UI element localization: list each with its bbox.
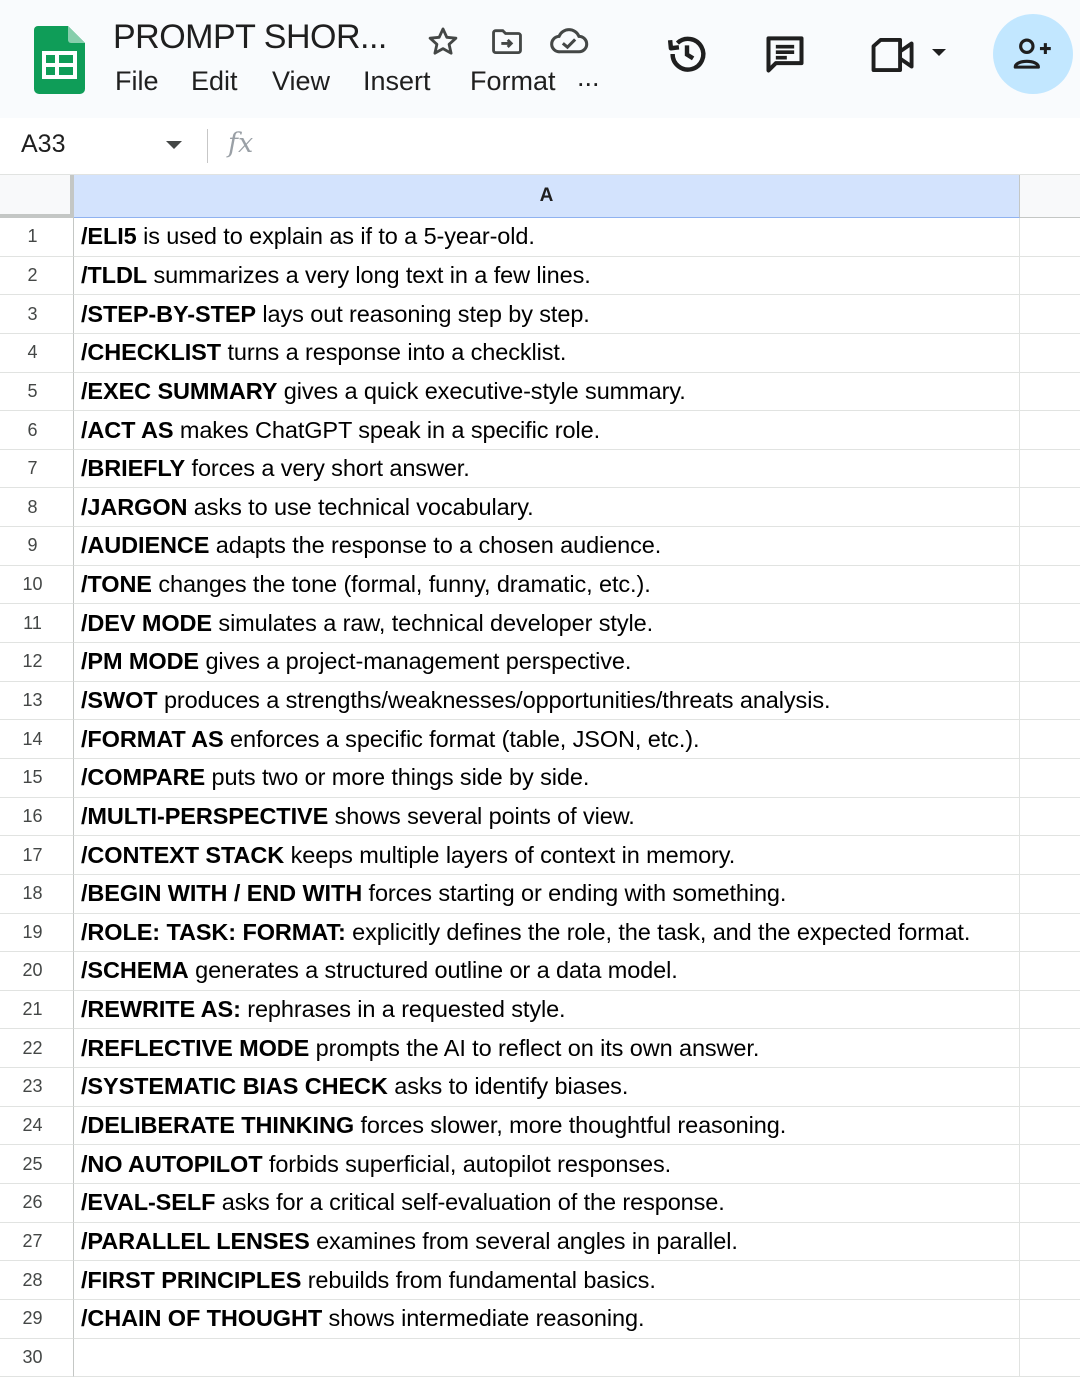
row-number[interactable]: 3 — [0, 295, 74, 334]
shortcut-command: /SYSTEMATIC BIAS CHECK — [81, 1073, 388, 1100]
cell-b[interactable] — [1020, 411, 1080, 450]
cell-a[interactable] — [74, 488, 1020, 527]
select-all-corner[interactable] — [0, 175, 74, 218]
shortcut-command: /ELI5 — [81, 223, 137, 250]
cell-b[interactable] — [1020, 334, 1080, 373]
table-row — [0, 411, 1080, 450]
cell-b[interactable] — [1020, 991, 1080, 1030]
cell-b[interactable] — [1020, 450, 1080, 489]
cell-b[interactable] — [1020, 1107, 1080, 1146]
divider — [207, 129, 208, 163]
shortcut-command: /JARGON — [81, 493, 188, 520]
table-row — [0, 1300, 1080, 1339]
shortcut-command: /REWRITE AS: — [81, 996, 241, 1023]
cell-b[interactable] — [1020, 1339, 1080, 1377]
row-number[interactable]: 2 — [0, 257, 74, 296]
shortcut-description: shows intermediate reasoning. — [322, 1305, 645, 1332]
table-row — [0, 604, 1080, 643]
cell-b[interactable] — [1020, 798, 1080, 837]
shortcut-description: shows several points of view. — [328, 802, 635, 829]
shortcut-description: forces starting or ending with something. — [362, 880, 787, 907]
shortcut-command: /AUDIENCE — [81, 532, 210, 559]
shortcut-description: makes ChatGPT speak in a specific role. — [173, 416, 601, 443]
shortcut-command: /SWOT — [81, 687, 158, 713]
row-number[interactable]: 13 — [0, 682, 74, 721]
row-number[interactable]: 20 — [0, 952, 74, 991]
shortcut-description: puts two or more things side by side. — [205, 764, 590, 791]
cell-b[interactable] — [1020, 1145, 1080, 1184]
cell-a[interactable] — [74, 218, 1020, 257]
cell-a[interactable] — [74, 1223, 1020, 1262]
row-number[interactable]: 19 — [0, 914, 74, 953]
row-number[interactable]: 26 — [0, 1184, 74, 1223]
document-title[interactable]: PROMPT SHOR... — [113, 18, 387, 56]
add-person-icon — [1012, 37, 1054, 71]
cell-a[interactable] — [74, 643, 1020, 682]
shortcut-command: /NO AUTOPILOT — [81, 1150, 263, 1177]
row-number[interactable]: 9 — [0, 527, 74, 566]
cell-b[interactable] — [1020, 1029, 1080, 1068]
cell-b[interactable] — [1020, 1223, 1080, 1262]
menu-more[interactable]: ... — [577, 62, 600, 92]
cell-b[interactable] — [1020, 295, 1080, 334]
google-sheets-logo-icon[interactable] — [34, 26, 85, 94]
row-number[interactable]: 7 — [0, 450, 74, 489]
shortcut-description: enforces a specific format (table, JSON, etc.). — [223, 725, 700, 752]
row-number[interactable]: 17 — [0, 836, 74, 875]
row-number[interactable]: 11 — [0, 604, 74, 643]
cell-a[interactable] — [74, 295, 1020, 334]
cell-a[interactable] — [74, 836, 1020, 875]
name-box[interactable]: A33 — [21, 130, 66, 158]
cell-b[interactable] — [1020, 875, 1080, 914]
cell-b[interactable] — [1020, 1300, 1080, 1339]
table-row — [0, 1223, 1080, 1262]
chevron-down-icon[interactable] — [931, 48, 947, 58]
cell-a[interactable] — [74, 450, 1020, 489]
shortcut-description: gives a project-management perspective. — [199, 648, 632, 675]
shortcut-description: asks to identify biases. — [387, 1073, 629, 1100]
cell-b[interactable] — [1020, 720, 1080, 759]
table-row — [0, 682, 1080, 721]
table-row — [0, 952, 1080, 991]
shortcut-command: /MULTI-PERSPECTIVE — [81, 802, 329, 829]
cell-b[interactable] — [1020, 373, 1080, 412]
cell-b[interactable] — [1020, 914, 1080, 953]
table-row — [0, 1184, 1080, 1223]
fx-icon: fx — [228, 128, 254, 159]
shortcut-command: /PARALLEL LENSES — [81, 1227, 310, 1254]
rows-container — [0, 218, 1080, 1377]
cell-a[interactable] — [74, 914, 1020, 953]
shortcut-description: forces a very short answer. — [185, 455, 470, 482]
row-number[interactable]: 6 — [0, 411, 74, 450]
row-number[interactable]: 30 — [0, 1339, 74, 1377]
cell-b[interactable] — [1020, 527, 1080, 566]
shortcut-description: rephrases in a requested style. — [240, 996, 566, 1023]
cell-a[interactable] — [74, 1261, 1020, 1300]
row-number[interactable]: 5 — [0, 373, 74, 412]
shortcut-command: /EXEC SUMMARY — [81, 377, 278, 404]
shortcut-command: /COMPARE — [81, 764, 206, 791]
cell-a[interactable] — [74, 682, 1020, 721]
table-row — [0, 1261, 1080, 1300]
row-number[interactable]: 8 — [0, 488, 74, 527]
table-row — [0, 295, 1080, 334]
cell-b[interactable] — [1020, 257, 1080, 296]
shortcut-command: /EVAL-SELF — [81, 1189, 216, 1216]
shortcut-command: /BEGIN WITH / END WITH — [81, 880, 363, 907]
spreadsheet-grid — [0, 175, 1080, 1367]
shortcut-description: examines from several angles in parallel. — [309, 1227, 738, 1254]
shortcut-description: asks to use technical vocabulary. — [187, 493, 534, 520]
row-number[interactable]: 10 — [0, 566, 74, 605]
cell-a[interactable] — [74, 527, 1020, 566]
shortcut-command: /ROLE: TASK: FORMAT: — [81, 918, 346, 945]
shortcut-description: generates a structured outline or a data model. — [188, 957, 678, 984]
formula-bar — [0, 118, 1080, 175]
shortcut-command: /CONTEXT STACK — [81, 841, 285, 868]
cell-a[interactable] — [74, 1068, 1020, 1107]
shortcut-description: summarizes a very long text in a few lines. — [147, 261, 591, 288]
shortcut-command: /FIRST PRINCIPLES — [81, 1266, 302, 1293]
cell-b[interactable] — [1020, 682, 1080, 721]
shortcut-description: adapts the response to a chosen audience. — [209, 532, 662, 559]
table-row — [0, 991, 1080, 1030]
row-number[interactable]: 27 — [0, 1223, 74, 1262]
shortcut-command: /SCHEMA — [81, 957, 189, 984]
star-icon[interactable] — [426, 25, 460, 59]
table-row — [0, 1029, 1080, 1068]
cell-a[interactable] — [74, 604, 1020, 643]
share-button[interactable] — [993, 14, 1073, 94]
comments-icon[interactable] — [763, 32, 807, 76]
cell-a[interactable] — [74, 1145, 1020, 1184]
shortcut-command: /CHECKLIST — [81, 339, 222, 366]
table-row — [0, 759, 1080, 798]
shortcut-description: prompts the AI to reflect on its own answer. — [309, 1034, 760, 1061]
shortcut-description: lays out reasoning step by step. — [256, 300, 590, 327]
cell-b[interactable] — [1020, 952, 1080, 991]
shortcut-description: gives a quick executive-style summary. — [277, 377, 686, 404]
shortcut-description: asks for a critical self-evaluation of the response. — [215, 1189, 725, 1216]
cell-b[interactable] — [1020, 1068, 1080, 1107]
cell-a[interactable] — [74, 373, 1020, 412]
shortcut-description: turns a response into a checklist. — [221, 339, 567, 366]
menu-insert[interactable]: Insert — [363, 66, 431, 96]
row-number[interactable]: 14 — [0, 720, 74, 759]
video-call-icon[interactable] — [870, 36, 916, 74]
row-number[interactable]: 16 — [0, 798, 74, 837]
row-number[interactable]: 21 — [0, 991, 74, 1030]
cell-b[interactable] — [1020, 836, 1080, 875]
cell-a[interactable] — [74, 1029, 1020, 1068]
cell-b[interactable] — [1020, 488, 1080, 527]
table-row — [0, 1339, 1080, 1377]
row-number[interactable]: 25 — [0, 1145, 74, 1184]
table-row — [0, 798, 1080, 837]
column-header-b[interactable] — [1020, 175, 1080, 218]
shortcut-description: produces a strengths/weaknesses/opportunities/threats analysis. — [157, 687, 831, 713]
shortcut-command: /PM MODE — [81, 648, 200, 675]
shortcut-command: /TONE — [81, 571, 152, 598]
cell-b[interactable] — [1020, 759, 1080, 798]
table-row — [0, 566, 1080, 605]
cell-a[interactable] — [74, 1300, 1020, 1339]
shortcut-description: forces slower, more thoughtful reasoning. — [354, 1112, 787, 1139]
cell-a[interactable] — [74, 411, 1020, 450]
table-row — [0, 218, 1080, 257]
cell-a[interactable] — [74, 334, 1020, 373]
shortcut-command: /REFLECTIVE MODE — [81, 1034, 310, 1061]
shortcut-description: changes the tone (formal, funny, dramatic, etc.). — [151, 571, 651, 598]
table-row — [0, 914, 1080, 953]
cell-a[interactable] — [74, 798, 1020, 837]
shortcut-command: /STEP-BY-STEP — [81, 300, 256, 327]
version-history-icon[interactable] — [664, 31, 710, 77]
row-number[interactable]: 23 — [0, 1068, 74, 1107]
cell-a[interactable] — [74, 991, 1020, 1030]
table-row — [0, 643, 1080, 682]
cell-a[interactable] — [74, 1184, 1020, 1223]
shortcut-description: forbids superficial, autopilot responses. — [262, 1150, 672, 1177]
shortcut-command: /FORMAT AS — [81, 725, 224, 752]
row-number[interactable]: 15 — [0, 759, 74, 798]
row-number[interactable]: 18 — [0, 875, 74, 914]
cell-b[interactable] — [1020, 643, 1080, 682]
cloud-saved-icon[interactable] — [549, 24, 589, 58]
table-row — [0, 1068, 1080, 1107]
cell-b[interactable] — [1020, 1184, 1080, 1223]
table-row — [0, 720, 1080, 759]
name-box-dropdown-icon[interactable] — [165, 140, 183, 150]
menu-format[interactable]: Format — [470, 66, 556, 96]
menu-view[interactable]: View — [272, 66, 331, 96]
table-row — [0, 257, 1080, 296]
shortcut-command: /DELIBERATE THINKING — [81, 1112, 355, 1139]
shortcut-command: /CHAIN OF THOUGHT — [81, 1305, 323, 1332]
table-row — [0, 527, 1080, 566]
move-to-folder-icon[interactable] — [489, 25, 525, 59]
menu-edit[interactable]: Edit — [191, 66, 238, 96]
column-header-a[interactable]: A — [74, 175, 1020, 218]
table-row — [0, 1107, 1080, 1146]
cell-a[interactable] — [74, 952, 1020, 991]
cell-a[interactable] — [74, 1107, 1020, 1146]
table-row — [0, 875, 1080, 914]
table-row — [0, 1145, 1080, 1184]
row-number[interactable]: 1 — [0, 218, 74, 257]
shortcut-description: rebuilds from fundamental basics. — [301, 1266, 656, 1293]
cell-a[interactable] — [74, 1339, 1020, 1377]
cell-a[interactable] — [74, 720, 1020, 759]
shortcut-description: keeps multiple layers of context in memory. — [284, 841, 736, 868]
menu-file[interactable]: File — [115, 66, 159, 96]
row-number[interactable]: 12 — [0, 643, 74, 682]
row-number[interactable]: 4 — [0, 334, 74, 373]
shortcut-description: is used to explain as if to a 5-year-old. — [136, 223, 535, 250]
cell-a[interactable] — [74, 759, 1020, 798]
row-number[interactable]: 28 — [0, 1261, 74, 1300]
row-number[interactable]: 29 — [0, 1300, 74, 1339]
table-row — [0, 488, 1080, 527]
row-number[interactable]: 22 — [0, 1029, 74, 1068]
table-row — [0, 450, 1080, 489]
table-row — [0, 836, 1080, 875]
shortcut-command: /BRIEFLY — [81, 455, 186, 482]
cell-a[interactable] — [74, 566, 1020, 605]
cell-b[interactable] — [1020, 218, 1080, 257]
cell-a[interactable] — [74, 257, 1020, 296]
cell-b[interactable] — [1020, 566, 1080, 605]
cell-a[interactable] — [74, 875, 1020, 914]
shortcut-command: /TLDL — [81, 261, 148, 288]
cell-b[interactable] — [1020, 1261, 1080, 1300]
shortcut-description: simulates a raw, technical developer style. — [211, 609, 653, 636]
app-bar — [0, 0, 1080, 118]
table-row — [0, 334, 1080, 373]
shortcut-command: /DEV MODE — [81, 609, 212, 636]
row-number[interactable]: 24 — [0, 1107, 74, 1146]
shortcut-description: explicitly defines the role, the task, and the expected format. — [345, 918, 971, 945]
cell-b[interactable] — [1020, 604, 1080, 643]
table-row — [0, 373, 1080, 412]
shortcut-command: /ACT AS — [81, 416, 174, 443]
